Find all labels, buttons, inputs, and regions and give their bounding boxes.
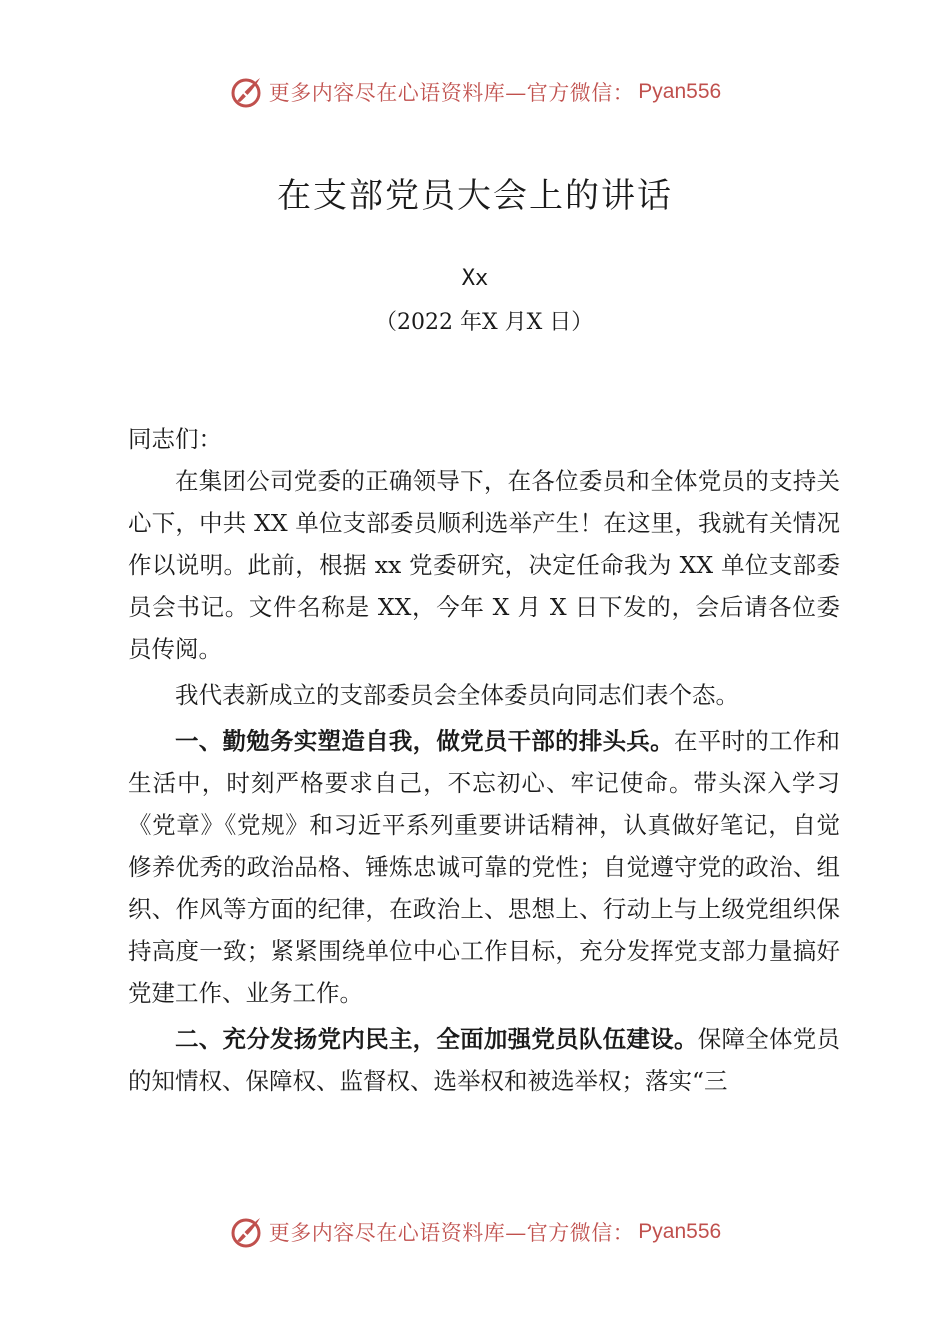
section-1: [128, 720, 840, 1014]
watermark-text: 更多内容尽在心语资料库—官方微信：: [268, 1221, 635, 1245]
quill-logo-icon: [229, 1215, 263, 1249]
quill-logo-icon: [229, 75, 263, 109]
document-date: （2022 年X 月X 日）: [375, 310, 594, 335]
paragraph-intro: 在集团公司党委的正确领导下，在各位委员和全体党员的支持关心下，中共 XX 单位支部委员顺利选举产生！在这里，我就有关情况作以说明。此前，根据 xx 党委研究，决定任命我为 XX 单位支部委员会书记。文件名称是 XX，今年 X 月 X 日下发的，会后请各位委员传阅。: [128, 467, 840, 663]
section-1-heading: 一、勤勉务实塑造自我，做党员干部的排头兵。: [175, 727, 674, 755]
watermark-wechat-id: Pyan556: [638, 1220, 722, 1243]
watermark-bottom: [0, 1212, 950, 1252]
paragraph-statement: 我代表新成立的支部委员会全体委员向同志们表个态。: [175, 681, 739, 709]
section-2-text: 保障全体党员的知情权、保障权、监督权、选举权和被选举权；落实“三: [128, 1025, 840, 1095]
section-2-heading: 二、充分发扬党内民主，全面加强党员队伍建设。: [175, 1025, 698, 1053]
watermark-top: [0, 72, 950, 112]
section-1-text: 在平时的工作和生活中，时刻严格要求自己，不忘初心、牢记使命。带头深入学习《党章》《党规》和习近平系列重要讲话精神，认真做好笔记，自觉修养优秀的政治品格、锤炼忠诚可靠的党性；自觉遵守党的政治、组织、作风等方面的纪律，在政治上、思想上、行动上与上级党组织保持高度一致；紧紧围绕单位中心工作目标，充分发挥党支部力量搞好党建工作、业务工作。: [128, 727, 841, 1007]
watermark-text: 更多内容尽在心语资料库—官方微信：: [268, 81, 635, 105]
watermark-wechat-id: Pyan556: [638, 80, 722, 103]
document-author: Xx: [461, 266, 489, 291]
document-title: 在支部党员大会上的讲话: [277, 176, 673, 216]
document-body: [128, 418, 840, 1106]
section-2: [128, 1018, 840, 1102]
greeting: 同志们：: [128, 425, 222, 453]
